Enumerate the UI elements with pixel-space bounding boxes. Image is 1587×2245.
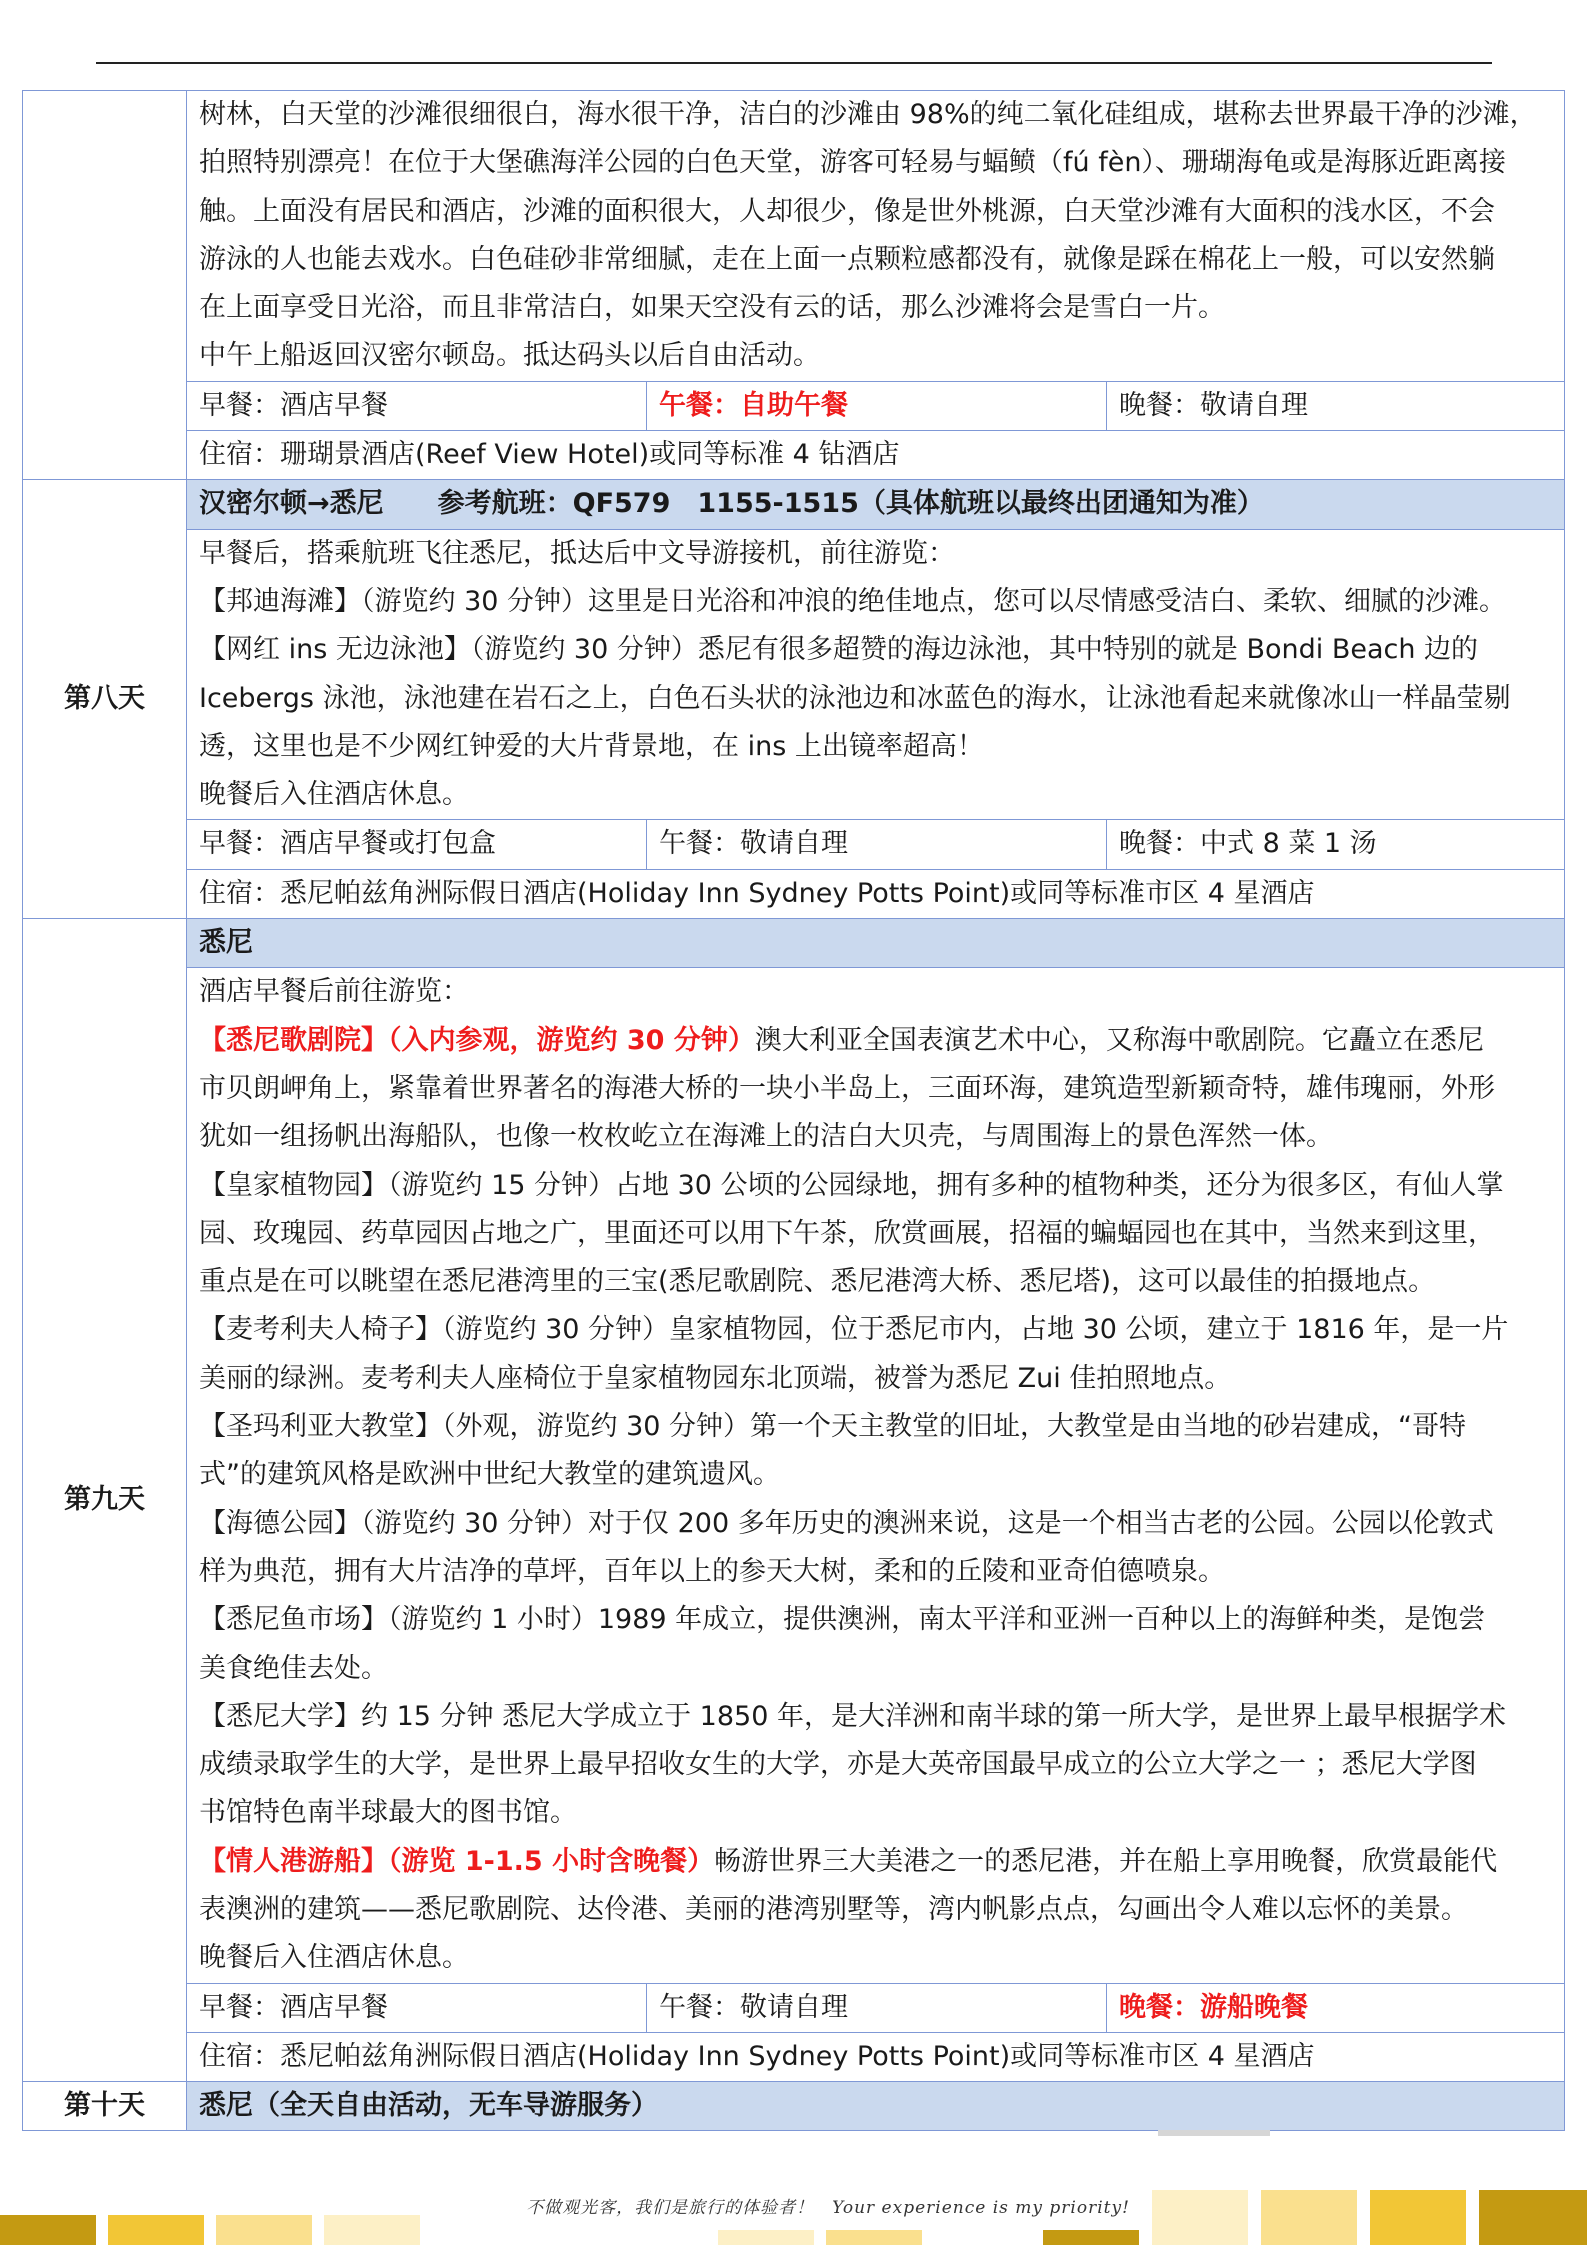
text-line: 【悉尼鱼市场】（游览约 1 小时）1989 年成立，提供澳洲，南太平洋和亚洲一百种以上的海鲜种类，是饱尝 — [199, 1604, 1486, 1636]
day7-lunch: 午餐：自助午餐 — [647, 381, 1107, 430]
text-line: 【悉尼大学】约 15 分钟 悉尼大学成立于 1850 年，是大洋洲和南半球的第一所大学，是世界上最早根据学术 — [199, 1700, 1506, 1732]
opera-line — [199, 1017, 1552, 1065]
day10-title: 悉尼（全天自由活动，无车导游服务） — [187, 2082, 1565, 2131]
text-line: 重点是在可以眺望在悉尼港湾里的三宝(悉尼歌剧院、悉尼港湾大桥、悉尼塔)，这可以最佳的拍摄地点。 — [199, 1266, 1436, 1298]
text-line: 市贝朗岬角上，紧靠着世界著名的海港大桥的一块小半岛上，三面环海，建筑造型新颖奇特，雄伟瑰丽，外形 — [199, 1072, 1495, 1104]
cruise-highlight: 【情人港游船】（游览 1-1.5 小时含晚餐） — [199, 1845, 715, 1877]
day7-hotel: 住宿：珊瑚景酒店(Reef View Hotel)或同等标准 4 钻酒店 — [187, 431, 1565, 480]
footer-bar — [1043, 2230, 1139, 2245]
text-line: 晚餐后入住酒店休息。 — [199, 1942, 469, 1974]
text-line: 【海德公园】（游览约 30 分钟）对于仅 200 多年历史的澳洲来说，这是一个相当古老的公园。公园以伦敦式 — [199, 1507, 1494, 1539]
day-label-prev — [23, 91, 187, 480]
itinerary-table — [22, 90, 1565, 2131]
text-line: 【网红 ins 无边泳池】（游览约 30 分钟）悉尼有很多超赞的海边泳池，其中特别的就是 Bondi Beach 边的 — [199, 634, 1479, 666]
text-line: 树林，白天堂的沙滩很细很白，海水很干净，洁白的沙滩由 98%的纯二氧化硅组成，堪称去世界最干净的沙滩， — [199, 99, 1537, 130]
text-line: 透，这里也是不少网红钟爱的大片背景地，在 ins 上出镜率超高！ — [199, 730, 984, 762]
footer-bar — [718, 2230, 814, 2245]
text-line: 早餐后，搭乘航班飞往悉尼，抵达后中文导游接机，前往游览： — [199, 537, 955, 569]
footer-slogan: 不做观光客，我们是旅行的体验者！ Your experience is my priority! — [526, 2198, 1130, 2218]
day8-title: 汉密尔顿→悉尼 参考航班：QF579 1155-1515（具体航班以最终出团通知为准） — [187, 480, 1565, 529]
day8-description — [187, 529, 1565, 820]
text-line: 游泳的人也能去戏水。白色硅砂非常细腻，走在上面一点颗粒感都没有，就像是踩在棉花上一般，可以安然躺 — [199, 243, 1495, 275]
day9-breakfast: 早餐：酒店早餐 — [187, 1983, 647, 2032]
day8-hotel: 住宿：悉尼帕兹角洲际假日酒店(Holiday Inn Sydney Potts Point)或同等标准市区 4 星酒店 — [187, 869, 1565, 918]
footer-bar — [1370, 2190, 1466, 2245]
day7-description — [187, 91, 1565, 382]
text-line: 【邦迪海滩】（游览约 30 分钟）这里是日光浴和冲浪的绝佳地点，您可以尽情感受洁白、柔软、细腻的沙滩。 — [199, 585, 1507, 617]
day7-breakfast: 早餐：酒店早餐 — [187, 381, 647, 430]
opera-text: 澳大利亚全国表演艺术中心，又称海中歌剧院。它矗立在悉尼 — [754, 1024, 1484, 1056]
footer-bar — [826, 2230, 922, 2245]
cruise-line — [199, 1838, 1552, 1886]
day9-hotel: 住宿：悉尼帕兹角洲际假日酒店(Holiday Inn Sydney Potts Point)或同等标准市区 4 星酒店 — [187, 2032, 1565, 2081]
day8-breakfast: 早餐：酒店早餐或打包盒 — [187, 820, 647, 869]
text-line: 酒店早餐后前往游览： — [199, 976, 469, 1008]
text-line: 美食绝佳去处。 — [199, 1652, 388, 1684]
text-line: 美丽的绿洲。麦考利夫人座椅位于皇家植物园东北顶端，被誉为悉尼 Zui 佳拍照地点。 — [199, 1362, 1232, 1394]
text-line: 【麦考利夫人椅子】（游览约 30 分钟）皇家植物园，位于悉尼市内，占地 30 公顷，建立于 1816 年，是一片 — [199, 1314, 1509, 1346]
text-line: 触。上面没有居民和酒店，沙滩的面积很大，人却很少，像是世外桃源，白天堂沙滩有大面积的浅水区，不会 — [199, 195, 1495, 227]
header-rule — [96, 62, 1492, 64]
text-line: 表澳洲的建筑——悉尼歌剧院、达伶港、美丽的港湾别墅等，湾内帆影点点，勾画出令人难以忘怀的美景。 — [199, 1893, 1468, 1925]
text-line: 晚餐后入住酒店休息。 — [199, 779, 469, 811]
text-line: 式”的建筑风格是欧洲中世纪大教堂的建筑遗风。 — [199, 1459, 780, 1491]
day9-label: 第九天 — [23, 919, 187, 2082]
footer-bar — [216, 2215, 312, 2245]
text-line: 园、玫瑰园、药草园因占地之广，里面还可以用下午茶，欣赏画展，招福的蝙蝠园也在其中，当然来到这里， — [199, 1217, 1495, 1249]
day8-label: 第八天 — [23, 480, 187, 919]
text-line: 拍照特别漂亮！在位于大堡礁海洋公园的白色天堂，游客可轻易与蝠鲼（fú fèn）、珊瑚海龟或是海豚近距离接 — [199, 147, 1506, 179]
day9-lunch: 午餐：敬请自理 — [647, 1983, 1107, 2032]
text-line: 书馆特色南半球最大的图书馆。 — [199, 1797, 577, 1829]
text-line: 中午上船返回汉密尔顿岛。抵达码头以后自由活动。 — [199, 340, 820, 372]
page-scroll-indicator — [1158, 2130, 1270, 2136]
opera-highlight: 【悉尼歌剧院】（入内参观，游览约 30 分钟） — [199, 1024, 755, 1056]
day10-label: 第十天 — [23, 2082, 187, 2131]
footer-bar — [1479, 2190, 1587, 2245]
day8-dinner: 晚餐：中式 8 菜 1 汤 — [1107, 820, 1565, 869]
text-line: Icebergs 泳池，泳池建在岩石之上，白色石头状的泳池边和冰蓝色的海水，让泳池看起来就像冰山一样晶莹剔 — [199, 682, 1511, 714]
footer-bar — [1152, 2190, 1248, 2245]
day9-dinner: 晚餐：游船晚餐 — [1107, 1983, 1565, 2032]
text-line: 【皇家植物园】（游览约 15 分钟）占地 30 公顷的公园绿地，拥有多种的植物种类，还分为很多区，有仙人掌 — [199, 1169, 1504, 1201]
text-line: 样为典范，拥有大片洁净的草坪，百年以上的参天大树，柔和的丘陵和亚奇伯德喷泉。 — [199, 1555, 1225, 1587]
text-line: 【圣玛利亚大教堂】（外观，游览约 30 分钟）第一个天主教堂的旧址，大教堂是由当地的砂岩建成，“哥特 — [199, 1411, 1467, 1443]
day9-title: 悉尼 — [187, 919, 1565, 968]
day9-description — [187, 968, 1565, 1983]
day8-lunch: 午餐：敬请自理 — [647, 820, 1107, 869]
day7-dinner: 晚餐：敬请自理 — [1107, 381, 1565, 430]
footer-bar — [108, 2215, 204, 2245]
footer-bar — [0, 2215, 96, 2245]
text-line: 在上面享受日光浴，而且非常洁白，如果天空没有云的话，那么沙滩将会是雪白一片。 — [199, 292, 1225, 324]
footer-bar — [324, 2215, 420, 2245]
footer-bar — [1261, 2190, 1357, 2245]
cruise-text: 畅游世界三大美港之一的悉尼港，并在船上享用晚餐，欣赏最能代 — [714, 1845, 1498, 1877]
text-line: 犹如一组扬帆出海船队，也像一枚枚屹立在海滩上的洁白大贝壳，与周围海上的景色浑然一体。 — [199, 1121, 1333, 1153]
text-line: 成绩录取学生的大学，是世界上最早招收女生的大学，亦是大英帝国最早成立的公立大学之一 ；悉尼大学图 — [199, 1749, 1477, 1781]
